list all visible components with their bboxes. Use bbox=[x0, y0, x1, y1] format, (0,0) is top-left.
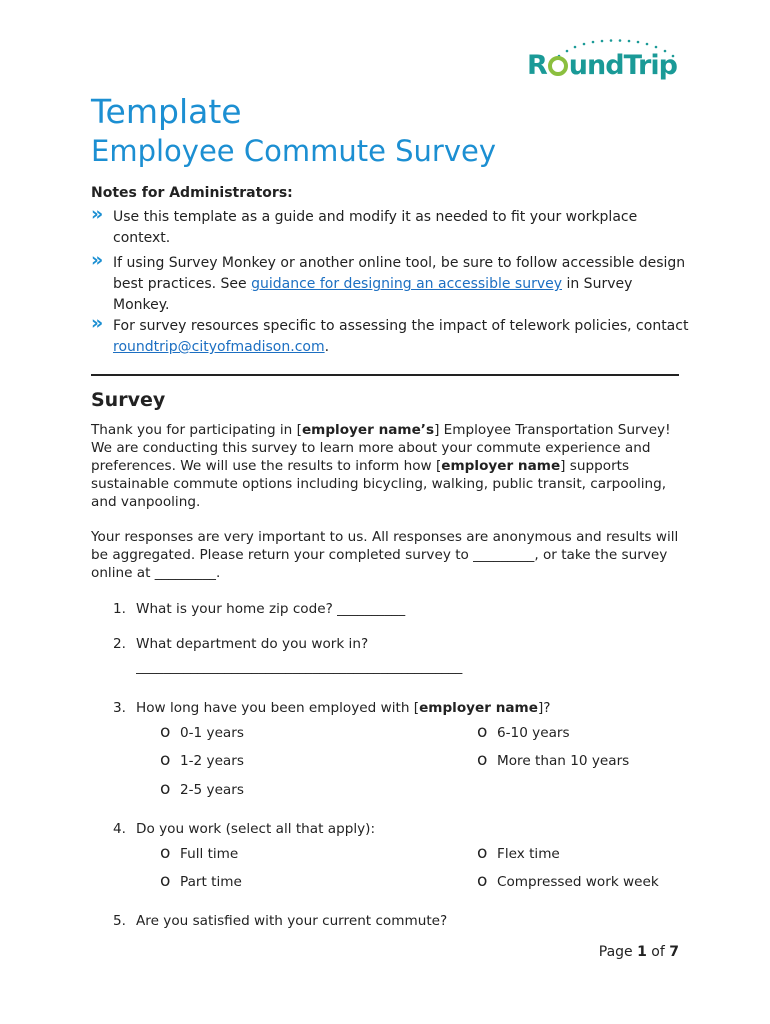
survey-intro-paragraph: Thank you for participating in [employer name’s] Employee Transportation Survey! We are conducting this survey to learn more about your commute experience and preferences. We will use the results to inform how [employer name] supports sustainable commute options including bicycling, walking, public transit, carpooling, and vanpooling. bbox=[91, 422, 671, 510]
q4-option[interactable]: o Compressed work week bbox=[477, 871, 659, 891]
q4-option[interactable]: o Part time bbox=[160, 871, 242, 891]
page-subtitle: Employee Commute Survey bbox=[91, 134, 497, 168]
notes-heading: Notes for Administrators: bbox=[91, 185, 293, 201]
chevron-bullet-icon: » bbox=[91, 312, 104, 334]
radio-circle-icon: o bbox=[477, 871, 488, 891]
q3-option[interactable]: o 6-10 years bbox=[477, 722, 570, 742]
radio-circle-icon: o bbox=[477, 843, 488, 863]
notes-bullet-1: » Use this template as a guide and modify it as needed to fit your workplace context. bbox=[91, 203, 638, 246]
q4-option[interactable]: o Full time bbox=[160, 843, 239, 863]
radio-circle-icon: o bbox=[160, 722, 171, 742]
notes-bullet-2: » If using Survey Monkey or another online tool, be sure to follow accessible design best practices. See guidance for designing an accessible survey in Survey Monkey. bbox=[91, 249, 686, 313]
q3-option[interactable]: o More than 10 years bbox=[477, 750, 630, 770]
notes-bullet-3: » For survey resources specific to assessing the impact of telework policies, contact roundtrip@cityofmadison.com. bbox=[91, 312, 689, 355]
chevron-bullet-icon: » bbox=[91, 249, 104, 271]
q3-option[interactable]: o 2-5 years bbox=[160, 779, 244, 799]
accessible-survey-guidance-link[interactable]: guidance for designing an accessible survey bbox=[251, 276, 563, 292]
page-number: Page 1 of 7 bbox=[598, 944, 679, 960]
radio-circle-icon: o bbox=[160, 843, 171, 863]
radio-circle-icon: o bbox=[160, 871, 171, 891]
survey-heading: Survey bbox=[91, 389, 166, 411]
survey-instructions-paragraph: Your responses are very important to us. All responses are anonymous and results will be aggregated. Please return your completed survey to _________, or take the survey online at _________. bbox=[91, 529, 679, 581]
roundtrip-logo bbox=[527, 38, 679, 86]
question-5: 5. Are you satisfied with your current commute? bbox=[113, 913, 448, 929]
question-3: 3. How long have you been employed with [employer name]? bbox=[113, 700, 551, 716]
roundtrip-email-link[interactable]: roundtrip@cityofmadison.com bbox=[113, 339, 325, 355]
radio-circle-icon: o bbox=[477, 722, 488, 742]
q3-option[interactable]: o 1-2 years bbox=[160, 750, 244, 770]
q3-option[interactable]: o 0-1 years bbox=[160, 722, 244, 742]
page-title: Template bbox=[91, 92, 242, 131]
section-divider bbox=[91, 374, 679, 376]
logo-wordmark: R undTrip bbox=[527, 50, 677, 81]
question-2-answer-line[interactable]: ________________________________________________ bbox=[136, 659, 463, 675]
logo-o-ring-icon bbox=[548, 56, 568, 76]
question-1: 1. What is your home zip code? __________ bbox=[113, 601, 406, 617]
question-2: 2. What department do you work in? bbox=[113, 636, 369, 652]
question-4: 4. Do you work (select all that apply): bbox=[113, 821, 376, 837]
radio-circle-icon: o bbox=[160, 779, 171, 799]
radio-circle-icon: o bbox=[477, 750, 488, 770]
q4-option[interactable]: o Flex time bbox=[477, 843, 560, 863]
chevron-bullet-icon: » bbox=[91, 203, 104, 225]
radio-circle-icon: o bbox=[160, 750, 171, 770]
